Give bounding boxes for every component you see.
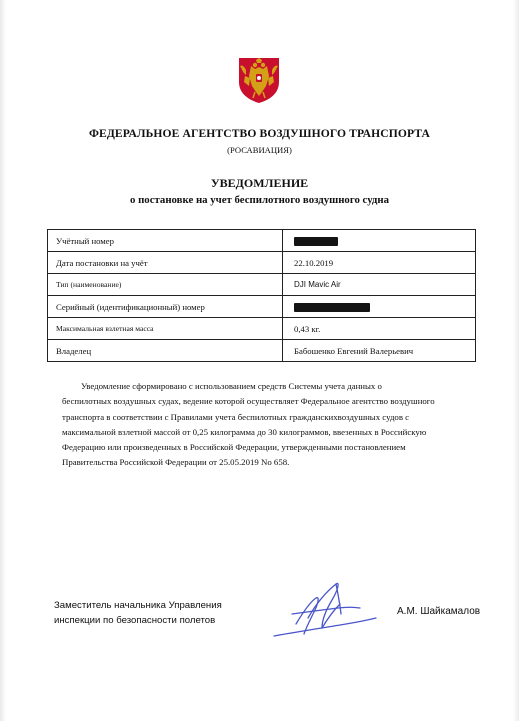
agency-name: ФЕДЕРАЛЬНОЕ АГЕНТСТВО ВОЗДУШНОГО ТРАНСПОРТА — [88, 127, 431, 140]
notice-body-paragraph — [62, 379, 472, 471]
signatory-position — [54, 598, 222, 628]
table-row — [48, 230, 476, 252]
table-row — [48, 340, 476, 362]
table-row — [48, 318, 476, 340]
body-line: максимальной взлетной массой от 0,25 килограмма до 30 килограммов, ввезенных в Российскую — [62, 426, 427, 437]
row-value-account-number — [283, 230, 476, 252]
signatory-position-line: Заместитель начальника Управления — [54, 600, 222, 611]
row-label-serial-number: Серийный (идентификационный) номер — [48, 296, 283, 318]
redaction-bar — [294, 237, 338, 246]
redaction-bar — [294, 303, 370, 312]
body-line: Уведомление сформировано с использованием средств Системы учета данных о — [81, 381, 382, 391]
body-line: Правительства Российской Федерации от 25.05.2019 No 658. — [62, 457, 290, 468]
agency-short-name: (РОСАВИАЦИЯ) — [227, 145, 292, 155]
body-line: Федерацию или произведенных в Российской Федерации, утвержденными постановлением — [62, 442, 406, 453]
table-row — [48, 252, 476, 274]
document-title: УВЕДОМЛЕНИЕ — [210, 176, 309, 190]
body-line: транспорта в соответствии с Правилами учета беспилотных гражданскихвоздушных судов с — [62, 411, 410, 422]
row-label-account-number: Учётный номер — [48, 230, 283, 252]
row-label-owner: Владелец — [48, 340, 283, 362]
row-value-registration-date: 22.10.2019 — [283, 252, 476, 274]
table-row — [48, 274, 476, 296]
row-value-serial-number — [283, 296, 476, 318]
row-value-type: DJI Mavic Air — [283, 274, 476, 296]
row-label-registration-date: Дата постановки на учёт — [48, 252, 283, 274]
row-label-max-takeoff-mass: Максимальная взлетная масса — [48, 318, 283, 340]
body-line: беспилотных воздушных судах, ведение которой осуществляет Федеральное агентство воздушного — [62, 396, 435, 407]
table-row — [48, 296, 476, 318]
row-value-owner: Бабошенко Евгений Валерьевич — [283, 340, 476, 362]
registration-table — [47, 229, 476, 362]
document-subtitle: о постановке на учет беспилотного воздушного судна — [129, 194, 390, 206]
row-value-max-takeoff-mass: 0,43 кг. — [283, 318, 476, 340]
row-label-type: Тип (наименование) — [48, 274, 283, 296]
signatory-name: А.М. Шайкамалов — [397, 606, 481, 617]
signatory-position-line: инспекции по безопасности полетов — [54, 615, 216, 626]
coat-of-arms-emblem — [236, 56, 282, 104]
handwritten-signature — [266, 574, 378, 644]
